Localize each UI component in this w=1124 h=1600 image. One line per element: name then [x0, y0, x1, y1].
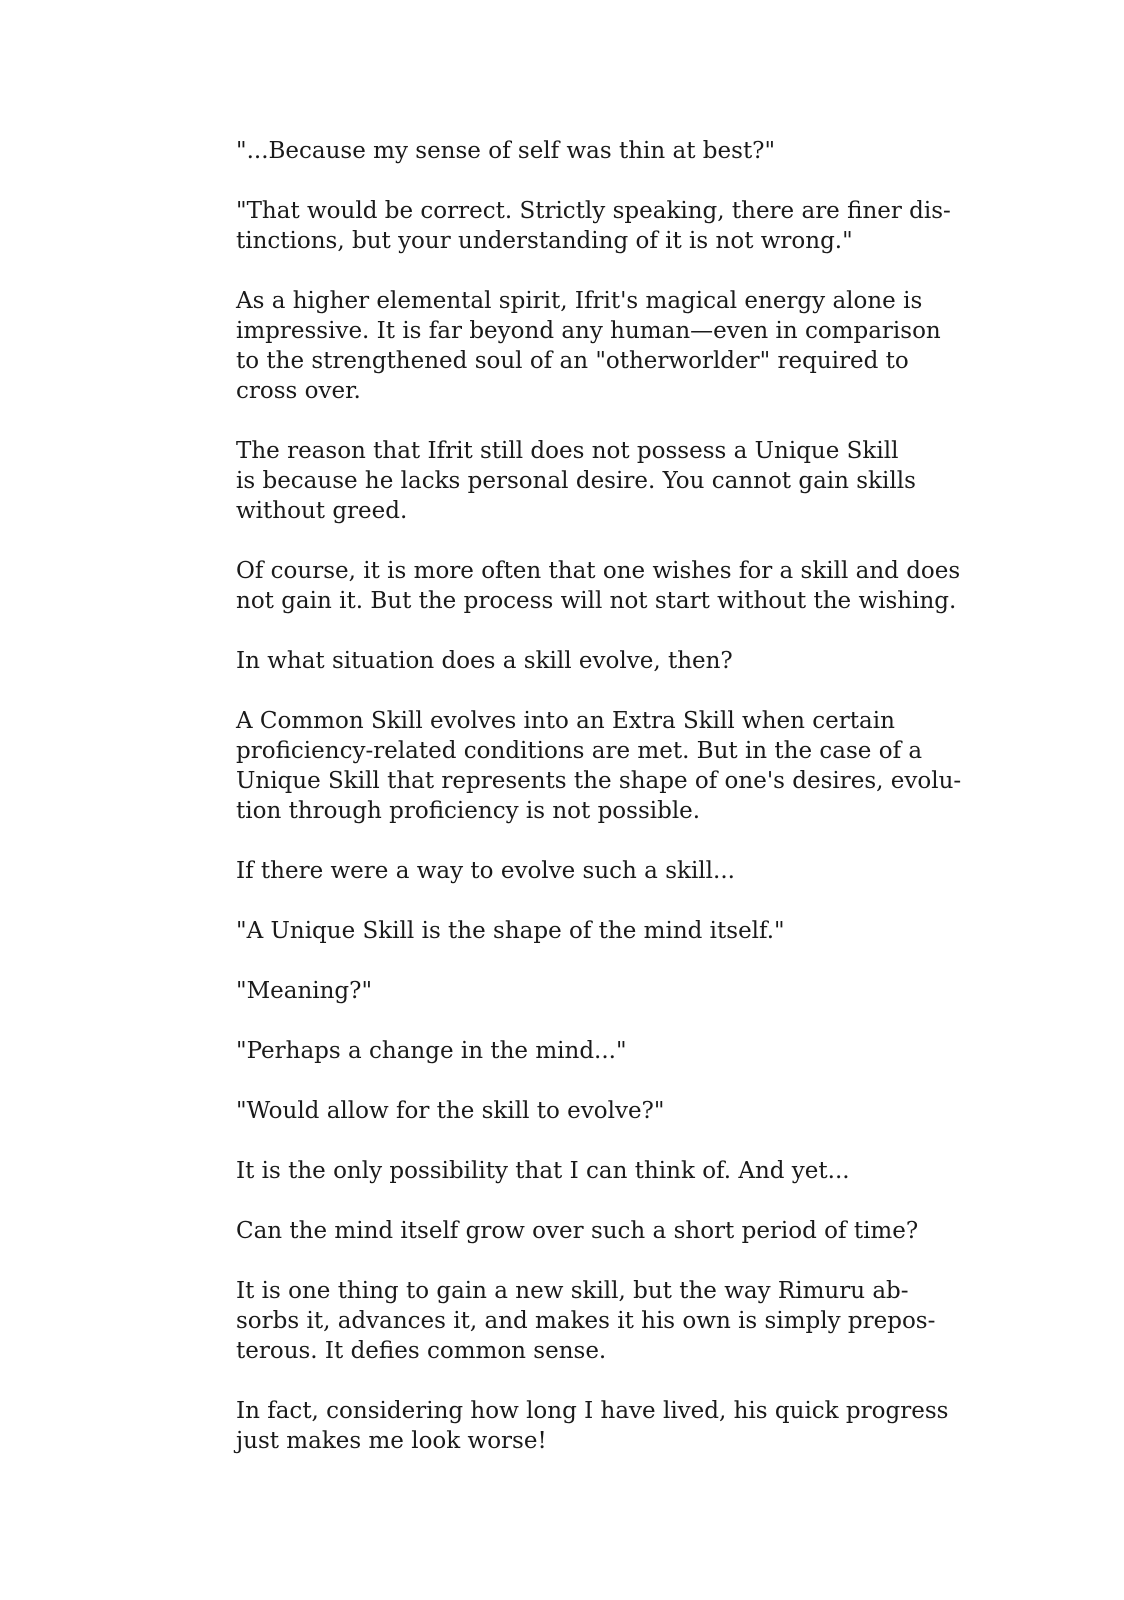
text-line: It is one thing to gain a new skill, but the way Rimuru ab- [236, 1278, 909, 1304]
paragraph [236, 1096, 916, 1126]
text-line: impressive. It is far beyond any human—even in comparison [236, 318, 941, 344]
paragraph [236, 1396, 949, 1456]
text-line: It is the only possibility that I can think of. And yet... [236, 1158, 850, 1184]
paragraph [236, 646, 916, 676]
paragraph [236, 916, 916, 946]
paragraph [236, 1156, 916, 1186]
text-line: to the strengthened soul of an "otherworlder" required to [236, 348, 909, 374]
text-line: just makes me look worse! [236, 1428, 547, 1454]
paragraph [236, 556, 961, 616]
text-line: As a higher elemental spirit, Ifrit's magical energy alone is [236, 288, 923, 314]
paragraph [236, 856, 916, 886]
body-text [236, 136, 962, 1486]
text-line: The reason that Ifrit still does not possess a Unique Skill [236, 438, 899, 464]
text-line: "Perhaps a change in the mind..." [236, 1038, 627, 1064]
text-line: tion through proficiency is not possible. [236, 798, 701, 824]
text-line: sorbs it, advances it, and makes it his own is simply prepos- [236, 1308, 936, 1334]
text-line: tinctions, but your understanding of it is not wrong." [236, 228, 853, 254]
paragraph [236, 436, 916, 526]
text-line: Can the mind itself grow over such a short period of time? [236, 1218, 919, 1244]
paragraph [236, 1276, 936, 1366]
text-line: is because he lacks personal desire. You cannot gain skills [236, 468, 916, 494]
paragraph [236, 1216, 919, 1246]
text-line: A Common Skill evolves into an Extra Skill when certain [236, 708, 895, 734]
text-line: cross over. [236, 378, 361, 404]
text-line: "That would be correct. Strictly speaking, there are finer dis- [236, 198, 951, 224]
text-line: terous. It defies common sense. [236, 1338, 607, 1364]
text-line: If there were a way to evolve such a skill... [236, 858, 735, 884]
text-line: not gain it. But the process will not start without the wishing. [236, 588, 957, 614]
text-line: In fact, considering how long I have lived, his quick progress [236, 1398, 949, 1424]
paragraph [236, 196, 951, 256]
text-line: "A Unique Skill is the shape of the mind itself." [236, 918, 785, 944]
paragraph [236, 286, 941, 406]
paragraph [236, 1036, 916, 1066]
text-line: Of course, it is more often that one wishes for a skill and does [236, 558, 961, 584]
text-line: Unique Skill that represents the shape of one's desires, evolu- [236, 768, 962, 794]
text-line: "Would allow for the skill to evolve?" [236, 1098, 665, 1124]
text-line: without greed. [236, 498, 408, 524]
text-line: proficiency-related conditions are met. But in the case of a [236, 738, 923, 764]
paragraph [236, 706, 962, 826]
paragraph [236, 976, 916, 1006]
text-line: "...Because my sense of self was thin at best?" [236, 138, 776, 164]
text-line: "Meaning?" [236, 978, 373, 1004]
text-line: In what situation does a skill evolve, then? [236, 648, 733, 674]
paragraph [236, 136, 916, 166]
